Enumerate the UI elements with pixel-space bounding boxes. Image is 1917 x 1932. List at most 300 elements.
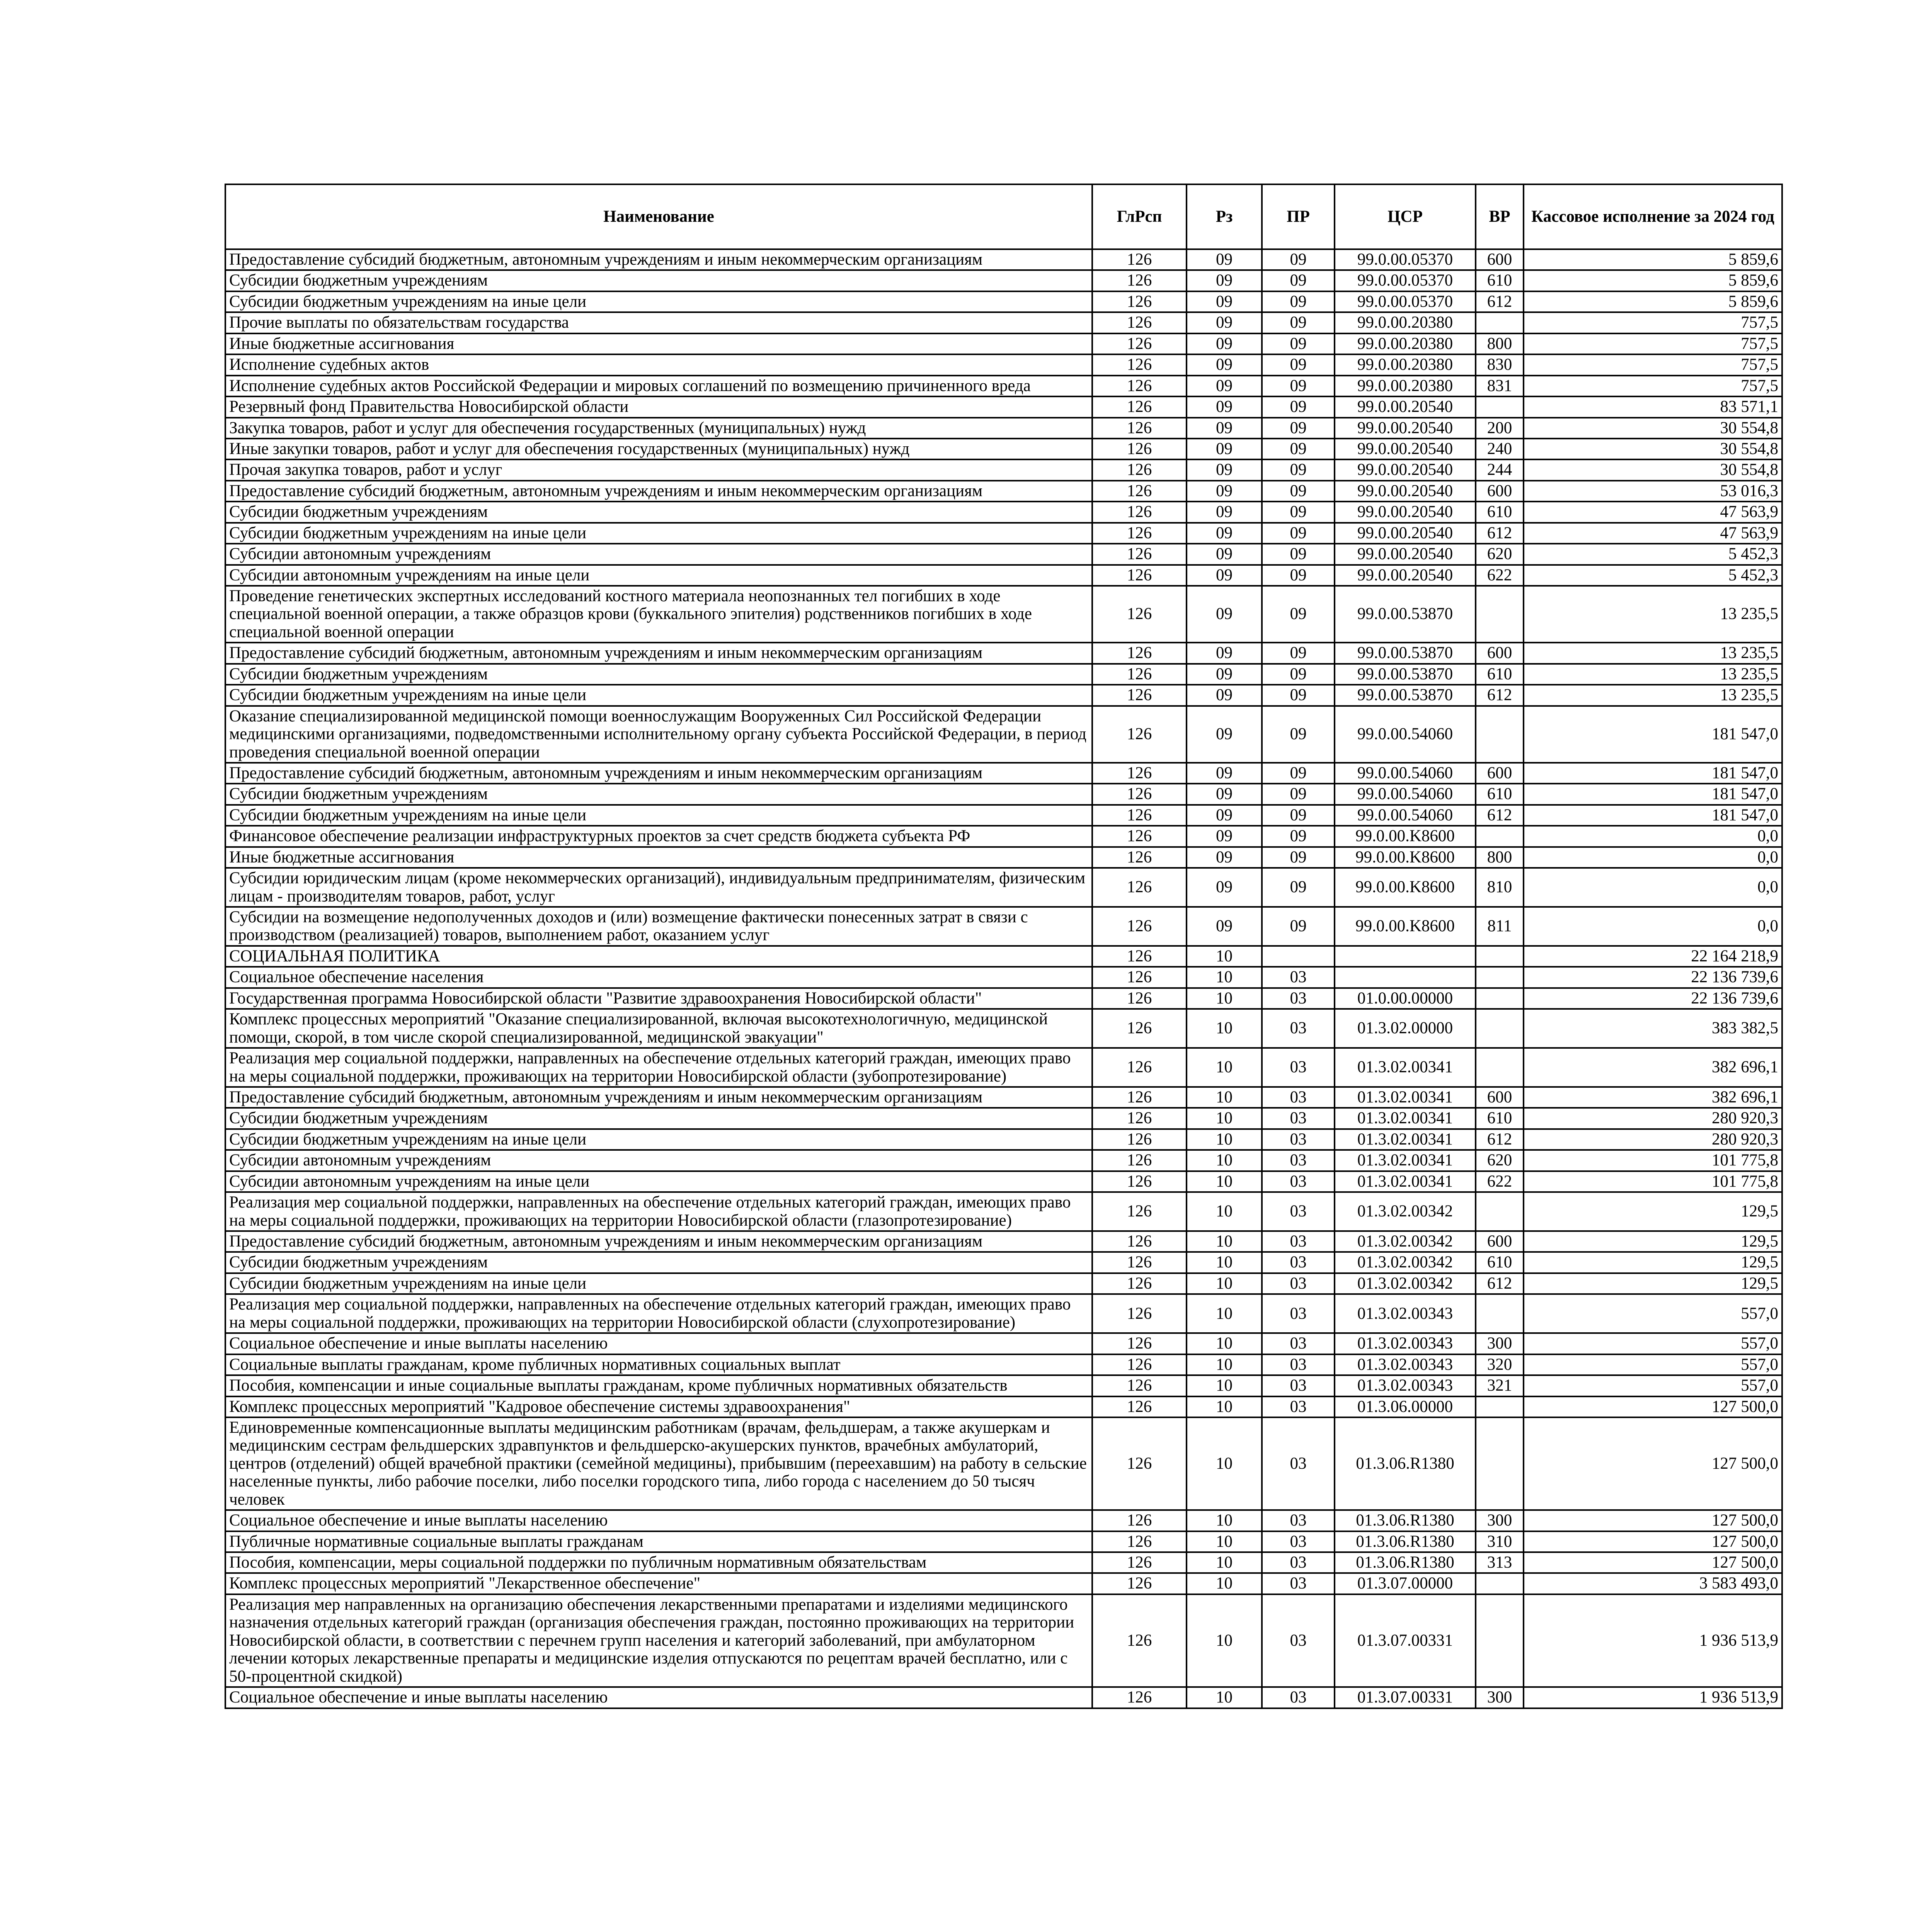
cell-vr: 610 [1476,1252,1524,1273]
cell-amount: 5 859,6 [1524,270,1782,291]
cell-vr: 600 [1476,643,1524,663]
cell-pr: 03 [1262,967,1335,988]
cell-rz: 09 [1187,270,1262,291]
cell-amount: 5 452,3 [1524,565,1782,586]
table-row [225,706,1782,763]
cell-name: Реализация мер направленных на организацию обеспечения лекарственными препаратами и изделиями медицинского назначения отдельных категорий граждан (организация обеспечения граждан, постоянно проживающих на территории Новосибирской области, в соответствии с перечнем групп населения и категорий заболеваний, при амбулаторном лечении которых лекарственные препараты и медицинские изделия отпускаются по рецептам врачей бесплатно, или с 50-процентной скидкой) [225,1594,1092,1687]
cell-vr: 831 [1476,376,1524,396]
cell-csr: 99.0.00.54060 [1335,763,1476,784]
cell-glrsp: 126 [1092,868,1187,907]
table-row [225,565,1782,586]
cell-pr: 03 [1262,1594,1335,1687]
cell-rz: 10 [1187,1108,1262,1129]
cell-amount: 101 775,8 [1524,1150,1782,1171]
table-row [225,312,1782,333]
cell-vr: 830 [1476,354,1524,375]
cell-rz: 09 [1187,706,1262,763]
cell-rz: 10 [1187,1396,1262,1417]
cell-pr: 03 [1262,1531,1335,1552]
header-amount: Кассовое исполнение за 2024 год [1524,184,1782,249]
cell-csr: 01.3.02.00341 [1335,1171,1476,1192]
cell-amount: 0,0 [1524,847,1782,868]
cell-vr: 321 [1476,1375,1524,1396]
cell-rz: 10 [1187,967,1262,988]
cell-name: Пособия, компенсации, меры социальной поддержки по публичным нормативным обязательствам [225,1552,1092,1573]
cell-glrsp: 126 [1092,1354,1187,1375]
cell-name: Субсидии на возмещение недополученных доходов и (или) возмещение фактически понесенных затрат в связи с производством (реализацией) товаров, выполнением работ, оказанием услуг [225,907,1092,946]
cell-rz: 10 [1187,1009,1262,1048]
table-row [225,907,1782,946]
cell-pr: 03 [1262,1009,1335,1048]
cell-amount: 557,0 [1524,1294,1782,1333]
cell-glrsp: 126 [1092,946,1187,967]
cell-rz: 10 [1187,1573,1262,1594]
cell-rz: 09 [1187,291,1262,312]
cell-rz: 10 [1187,1531,1262,1552]
cell-pr: 09 [1262,805,1335,826]
cell-amount: 181 547,0 [1524,805,1782,826]
cell-csr: 01.3.06.R1380 [1335,1552,1476,1573]
cell-pr: 03 [1262,1354,1335,1375]
table-row [225,1150,1782,1171]
cell-amount: 22 136 739,6 [1524,967,1782,988]
table-row [225,1573,1782,1594]
cell-rz: 09 [1187,418,1262,439]
cell-glrsp: 126 [1092,459,1187,480]
cell-amount: 181 547,0 [1524,784,1782,804]
cell-pr: 03 [1262,1417,1335,1510]
cell-csr: 01.3.02.00343 [1335,1354,1476,1375]
cell-amount: 757,5 [1524,354,1782,375]
cell-vr [1476,1396,1524,1417]
cell-amount: 1 936 513,9 [1524,1594,1782,1687]
header-name: Наименование [225,184,1092,249]
cell-amount: 47 563,9 [1524,523,1782,544]
cell-name: Субсидии бюджетным учреждениям [225,1252,1092,1273]
cell-pr: 09 [1262,868,1335,907]
cell-vr [1476,586,1524,643]
cell-csr: 99.0.00.20540 [1335,502,1476,522]
cell-pr: 09 [1262,354,1335,375]
cell-glrsp: 126 [1092,907,1187,946]
cell-csr: 99.0.00.20540 [1335,481,1476,502]
cell-glrsp: 126 [1092,1231,1187,1252]
cell-csr: 99.0.00.20540 [1335,459,1476,480]
cell-name: Комплекс процессных мероприятий "Кадровое обеспечение системы здравоохранения" [225,1396,1092,1417]
cell-glrsp: 126 [1092,249,1187,270]
cell-vr: 612 [1476,805,1524,826]
cell-rz: 10 [1187,1252,1262,1273]
cell-vr: 610 [1476,664,1524,685]
cell-rz: 10 [1187,1273,1262,1294]
cell-vr: 300 [1476,1687,1524,1708]
cell-amount: 13 235,5 [1524,643,1782,663]
cell-rz: 09 [1187,333,1262,354]
cell-name: Предоставление субсидий бюджетным, автономным учреждениям и иным некоммерческим организациям [225,1231,1092,1252]
cell-pr: 09 [1262,763,1335,784]
cell-glrsp: 126 [1092,763,1187,784]
cell-csr: 99.0.00.20380 [1335,354,1476,375]
table-row [225,685,1782,706]
table-row [225,1594,1782,1687]
cell-vr: 313 [1476,1552,1524,1573]
cell-rz: 09 [1187,376,1262,396]
cell-vr: 300 [1476,1510,1524,1531]
cell-amount: 0,0 [1524,907,1782,946]
cell-glrsp: 126 [1092,805,1187,826]
cell-name: Субсидии бюджетным учреждениям на иные цели [225,1273,1092,1294]
cell-vr [1476,1192,1524,1231]
cell-rz: 10 [1187,1294,1262,1333]
table-row [225,826,1782,847]
cell-rz: 09 [1187,907,1262,946]
cell-csr: 01.3.02.00000 [1335,1009,1476,1048]
cell-rz: 10 [1187,1510,1262,1531]
table-row [225,481,1782,502]
cell-name: Субсидии бюджетным учреждениям [225,664,1092,685]
cell-amount: 382 696,1 [1524,1048,1782,1087]
cell-amount: 30 554,8 [1524,459,1782,480]
cell-amount: 13 235,5 [1524,685,1782,706]
cell-amount: 30 554,8 [1524,418,1782,439]
cell-name: Единовременные компенсационные выплаты медицинским работникам (врачам, фельдшерам, а также акушеркам и медицинским сестрам фельдшерских здравпунктов и фельдшерско-акушерских пунктов, врачебных амбулаторий, центров (отделений) общей врачебной практики (семейной медицины), прибывшим (переехавшим) на работу в сельские населенные пункты, либо рабочие поселки, либо поселки городского типа, либо города с населением до 50 тысяч человек [225,1417,1092,1510]
cell-name: Субсидии бюджетным учреждениям на иные цели [225,1129,1092,1150]
cell-name: Прочая закупка товаров, работ и услуг [225,459,1092,480]
cell-rz: 10 [1187,1594,1262,1687]
cell-glrsp: 126 [1092,1048,1187,1087]
table-row [225,1375,1782,1396]
cell-pr: 03 [1262,988,1335,1009]
cell-pr: 09 [1262,249,1335,270]
cell-name: Социальное обеспечение населения [225,967,1092,988]
cell-vr: 800 [1476,333,1524,354]
cell-csr: 01.3.02.00341 [1335,1129,1476,1150]
cell-glrsp: 126 [1092,1087,1187,1108]
cell-name: Социальные выплаты гражданам, кроме публичных нормативных социальных выплат [225,1354,1092,1375]
cell-amount: 5 859,6 [1524,249,1782,270]
cell-amount: 757,5 [1524,312,1782,333]
cell-rz: 09 [1187,544,1262,565]
cell-rz: 09 [1187,763,1262,784]
cell-vr [1476,1009,1524,1048]
cell-amount: 13 235,5 [1524,586,1782,643]
cell-pr: 09 [1262,826,1335,847]
cell-vr: 800 [1476,847,1524,868]
table-row [225,523,1782,544]
cell-glrsp: 126 [1092,418,1187,439]
cell-rz: 10 [1187,1333,1262,1354]
cell-pr: 03 [1262,1294,1335,1333]
table-row [225,1048,1782,1087]
cell-glrsp: 126 [1092,1396,1187,1417]
header-row [225,184,1782,249]
table-row [225,1108,1782,1129]
table-row [225,664,1782,685]
cell-pr: 03 [1262,1150,1335,1171]
cell-pr: 03 [1262,1048,1335,1087]
cell-csr: 99.0.00.20540 [1335,565,1476,586]
cell-vr [1476,967,1524,988]
cell-glrsp: 126 [1092,1531,1187,1552]
cell-csr: 99.0.00.05370 [1335,291,1476,312]
cell-rz: 10 [1187,1417,1262,1510]
cell-rz: 09 [1187,685,1262,706]
cell-vr: 612 [1476,291,1524,312]
cell-glrsp: 126 [1092,1108,1187,1129]
cell-pr: 09 [1262,784,1335,804]
cell-amount: 557,0 [1524,1375,1782,1396]
cell-glrsp: 126 [1092,1009,1187,1048]
cell-glrsp: 126 [1092,354,1187,375]
cell-csr: 99.0.00.K8600 [1335,847,1476,868]
cell-pr: 09 [1262,523,1335,544]
cell-vr [1476,988,1524,1009]
cell-rz: 09 [1187,439,1262,459]
cell-name: Исполнение судебных актов [225,354,1092,375]
cell-csr: 01.3.02.00342 [1335,1252,1476,1273]
cell-pr: 03 [1262,1231,1335,1252]
cell-vr [1476,1048,1524,1087]
cell-name: Проведение генетических экспертных исследований костного материала неопознанных тел погибших в ходе специальной военной операции, а также образцов крови (буккального эпителия) родственников погибших в ходе специальной военной операции [225,586,1092,643]
table-row [225,805,1782,826]
cell-csr: 01.3.06.R1380 [1335,1510,1476,1531]
cell-glrsp: 126 [1092,643,1187,663]
cell-glrsp: 126 [1092,1573,1187,1594]
table-row [225,418,1782,439]
cell-vr: 610 [1476,1108,1524,1129]
cell-amount: 5 452,3 [1524,544,1782,565]
table-row [225,1252,1782,1273]
cell-amount: 280 920,3 [1524,1108,1782,1129]
cell-rz: 09 [1187,459,1262,480]
cell-vr: 810 [1476,868,1524,907]
cell-name: Субсидии автономным учреждениям на иные цели [225,1171,1092,1192]
table-row [225,396,1782,417]
cell-rz: 10 [1187,1129,1262,1150]
cell-name: Предоставление субсидий бюджетным, автономным учреждениям и иным некоммерческим организациям [225,1087,1092,1108]
cell-pr: 09 [1262,459,1335,480]
cell-name: Социальное обеспечение и иные выплаты населению [225,1510,1092,1531]
table-row [225,249,1782,270]
cell-vr [1476,946,1524,967]
cell-csr [1335,967,1476,988]
cell-name: Финансовое обеспечение реализации инфраструктурных проектов за счет средств бюджета субъекта РФ [225,826,1092,847]
cell-rz: 09 [1187,502,1262,522]
cell-amount: 181 547,0 [1524,763,1782,784]
cell-rz: 09 [1187,805,1262,826]
cell-pr: 09 [1262,565,1335,586]
cell-amount: 53 016,3 [1524,481,1782,502]
cell-rz: 09 [1187,826,1262,847]
cell-glrsp: 126 [1092,333,1187,354]
cell-vr: 612 [1476,685,1524,706]
cell-rz: 09 [1187,868,1262,907]
cell-rz: 09 [1187,312,1262,333]
cell-vr: 600 [1476,481,1524,502]
cell-rz: 10 [1187,1087,1262,1108]
cell-name: Субсидии бюджетным учреждениям на иные цели [225,685,1092,706]
cell-csr: 01.3.02.00341 [1335,1048,1476,1087]
cell-amount: 280 920,3 [1524,1129,1782,1150]
cell-csr: 01.3.02.00341 [1335,1087,1476,1108]
table-row [225,502,1782,522]
cell-name: Субсидии бюджетным учреждениям на иные цели [225,805,1092,826]
table-row [225,1171,1782,1192]
table-body [225,249,1782,1708]
table-row [225,988,1782,1009]
cell-amount: 757,5 [1524,333,1782,354]
cell-csr: 99.0.00.53870 [1335,685,1476,706]
cell-glrsp: 126 [1092,291,1187,312]
cell-csr: 99.0.00.20540 [1335,396,1476,417]
cell-pr: 03 [1262,1573,1335,1594]
cell-pr: 03 [1262,1396,1335,1417]
cell-csr: 99.0.00.K8600 [1335,826,1476,847]
cell-glrsp: 126 [1092,988,1187,1009]
cell-amount: 22 164 218,9 [1524,946,1782,967]
cell-pr: 09 [1262,270,1335,291]
cell-glrsp: 126 [1092,1594,1187,1687]
table-row [225,1552,1782,1573]
cell-glrsp: 126 [1092,685,1187,706]
table-row [225,1273,1782,1294]
table-row [225,544,1782,565]
cell-csr: 01.3.06.R1380 [1335,1417,1476,1510]
cell-csr: 99.0.00.53870 [1335,664,1476,685]
cell-rz: 09 [1187,643,1262,663]
cell-glrsp: 126 [1092,544,1187,565]
cell-name: Социальное обеспечение и иные выплаты населению [225,1333,1092,1354]
cell-glrsp: 126 [1092,270,1187,291]
cell-amount: 129,5 [1524,1252,1782,1273]
table-row [225,354,1782,375]
cell-glrsp: 126 [1092,1294,1187,1333]
cell-vr: 620 [1476,544,1524,565]
cell-vr: 600 [1476,249,1524,270]
cell-name: Государственная программа Новосибирской области "Развитие здравоохранения Новосибирской области" [225,988,1092,1009]
cell-rz: 09 [1187,523,1262,544]
cell-amount: 47 563,9 [1524,502,1782,522]
cell-pr: 09 [1262,333,1335,354]
table-row [225,967,1782,988]
cell-pr: 09 [1262,396,1335,417]
table-row [225,1294,1782,1333]
cell-glrsp: 126 [1092,967,1187,988]
header-vr: ВР [1476,184,1524,249]
cell-pr: 03 [1262,1510,1335,1531]
cell-rz: 10 [1187,1171,1262,1192]
cell-glrsp: 126 [1092,1252,1187,1273]
table-row [225,1231,1782,1252]
cell-vr: 622 [1476,565,1524,586]
cell-name: Предоставление субсидий бюджетным, автономным учреждениям и иным некоммерческим организациям [225,763,1092,784]
cell-rz: 09 [1187,354,1262,375]
cell-amount: 101 775,8 [1524,1171,1782,1192]
table-row [225,376,1782,396]
cell-name: Субсидии бюджетным учреждениям [225,502,1092,522]
cell-csr: 99.0.00.K8600 [1335,868,1476,907]
cell-rz: 10 [1187,946,1262,967]
table-row [225,763,1782,784]
cell-csr: 01.3.02.00343 [1335,1294,1476,1333]
cell-name: Иные закупки товаров, работ и услуг для обеспечения государственных (муниципальных) нужд [225,439,1092,459]
cell-csr: 99.0.00.20380 [1335,376,1476,396]
cell-vr: 610 [1476,270,1524,291]
header-csr: ЦСР [1335,184,1476,249]
cell-rz: 10 [1187,1231,1262,1252]
cell-rz: 10 [1187,1687,1262,1708]
cell-amount: 127 500,0 [1524,1396,1782,1417]
cell-glrsp: 126 [1092,1333,1187,1354]
cell-pr: 03 [1262,1273,1335,1294]
cell-name: Предоставление субсидий бюджетным, автономным учреждениям и иным некоммерческим организациям [225,249,1092,270]
cell-glrsp: 126 [1092,481,1187,502]
cell-vr: 600 [1476,1087,1524,1108]
table-row [225,643,1782,663]
cell-glrsp: 126 [1092,847,1187,868]
cell-name: Закупка товаров, работ и услуг для обеспечения государственных (муниципальных) нужд [225,418,1092,439]
table-row [225,291,1782,312]
table-row [225,1087,1782,1108]
cell-amount: 0,0 [1524,868,1782,907]
cell-name: Резервный фонд Правительства Новосибирской области [225,396,1092,417]
cell-csr: 01.0.00.00000 [1335,988,1476,1009]
cell-csr: 01.3.02.00342 [1335,1273,1476,1294]
cell-name: Субсидии бюджетным учреждениям [225,784,1092,804]
cell-csr: 01.3.02.00343 [1335,1333,1476,1354]
table-row [225,1009,1782,1048]
cell-amount: 1 936 513,9 [1524,1687,1782,1708]
header-rz: Рз [1187,184,1262,249]
cell-pr: 09 [1262,418,1335,439]
cell-name: Оказание специализированной медицинской помощи военнослужащим Вооруженных Сил Российской Федерации медицинскими организациями, подведомственными исполнительному органу субъекта Российской Федерации, в период проведения специальной военной операции [225,706,1092,763]
cell-vr [1476,706,1524,763]
cell-vr: 612 [1476,1273,1524,1294]
cell-csr: 01.3.07.00331 [1335,1687,1476,1708]
cell-pr: 03 [1262,1171,1335,1192]
cell-glrsp: 126 [1092,586,1187,643]
table-row [225,868,1782,907]
cell-glrsp: 126 [1092,1273,1187,1294]
cell-name: Субсидии бюджетным учреждениям на иные цели [225,523,1092,544]
cell-vr: 320 [1476,1354,1524,1375]
cell-name: Субсидии автономным учреждениям на иные цели [225,565,1092,586]
cell-pr: 03 [1262,1129,1335,1150]
cell-csr: 99.0.00.20540 [1335,544,1476,565]
cell-pr: 09 [1262,312,1335,333]
cell-vr: 620 [1476,1150,1524,1171]
cell-name: Субсидии бюджетным учреждениям [225,1108,1092,1129]
cell-glrsp: 126 [1092,1375,1187,1396]
cell-csr: 99.0.00.20540 [1335,418,1476,439]
table-row [225,1510,1782,1531]
cell-csr: 99.0.00.20540 [1335,439,1476,459]
cell-name: Прочие выплаты по обязательствам государства [225,312,1092,333]
cell-vr: 300 [1476,1333,1524,1354]
cell-rz: 10 [1187,1354,1262,1375]
table-row [225,270,1782,291]
table-row [225,1129,1782,1150]
cell-glrsp: 126 [1092,1150,1187,1171]
table-row [225,1531,1782,1552]
cell-pr: 09 [1262,502,1335,522]
cell-pr: 03 [1262,1252,1335,1273]
cell-vr: 612 [1476,523,1524,544]
cell-csr: 99.0.00.54060 [1335,805,1476,826]
cell-rz: 10 [1187,1048,1262,1087]
cell-csr: 01.3.02.00343 [1335,1375,1476,1396]
cell-name: Субсидии бюджетным учреждениям на иные цели [225,291,1092,312]
